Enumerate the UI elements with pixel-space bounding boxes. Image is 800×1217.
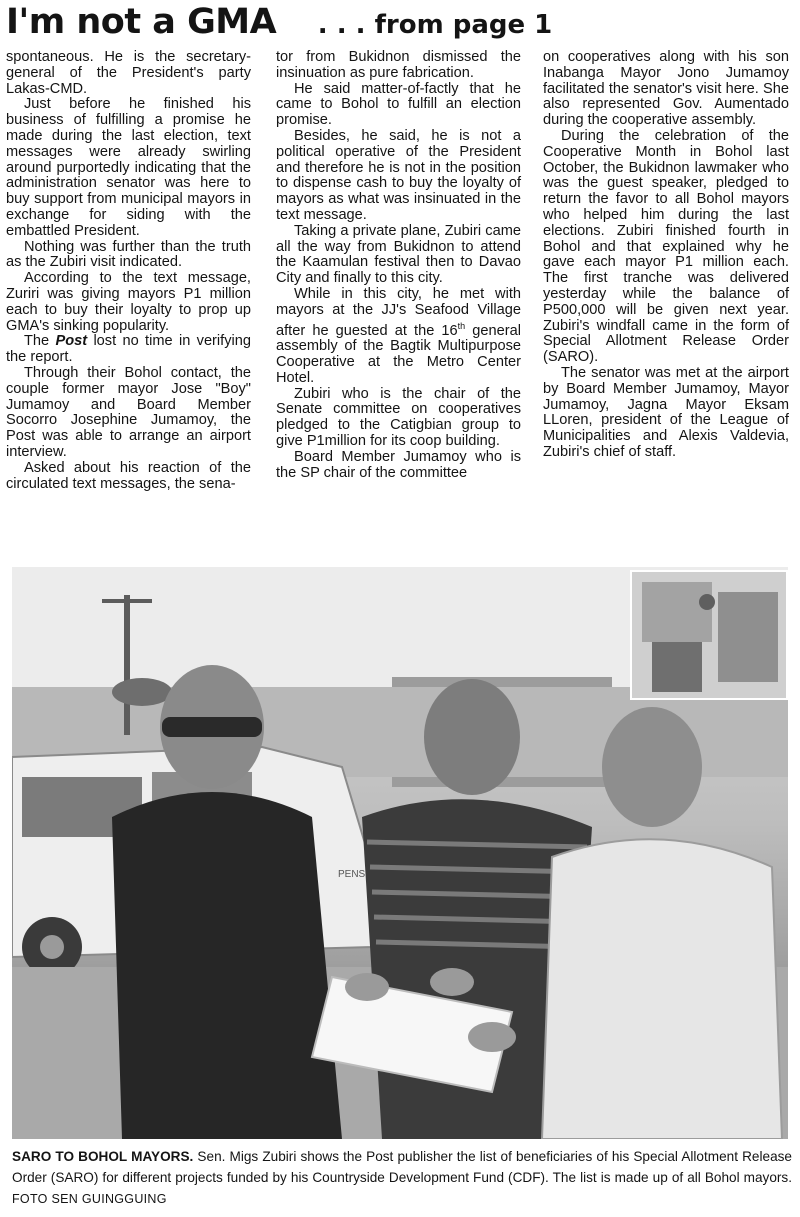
paragraph: Board Member Jumamoy who is the SP chair of the committee <box>276 448 521 481</box>
paragraph: Nothing was further than the truth as the Zubiri visit indicated. <box>6 238 251 271</box>
paragraph-post-emphasis <box>6 334 251 366</box>
inset-photo <box>630 570 788 700</box>
ordinal-suffix: th <box>457 320 466 331</box>
inset-illustration <box>632 572 786 698</box>
paragraph: Just before he finished his business of fulfilling a promise he made during the last election, text messages were already swirling around purportedly indicating that the administration senator was here to buy support from municipal mayors in exchange for siding with the embattled President. <box>6 96 251 239</box>
caption-kicker: SARO TO BOHOL MAYORS. <box>12 1149 194 1164</box>
paragraph: Besides, he said, he is not a political operative of the President and therefore he is not in the position to dispense cash to buy the loyalty of mayors as what was insinuated in the text message. <box>276 127 521 223</box>
paragraph: Zubiri who is the chair of the Senate committee on cooperatives pledged to the Catigbian group to give P1million for its coop building. <box>276 385 521 449</box>
paragraph: spontaneous. He is the secretary-general of the President's party Lakas-CMD. <box>6 49 251 97</box>
paragraph-text: The Post lost no time in verifying the report. <box>6 333 251 366</box>
van-lettering: PENS <box>338 869 366 880</box>
article-column-2 <box>276 50 521 481</box>
paragraph: The senator was met at the airport by Board Member Jumamoy, Mayor Jumamoy, Jagna Mayor Eksam LLoren, president of the League of Municipalities and Alexis Valdevia, Zubiri's chief of staff. <box>543 364 789 460</box>
paragraph: tor from Bukidnon dismissed the insinuation as pure fabrication. <box>276 49 521 81</box>
paragraph: Through their Bohol contact, the couple former mayor Jose "Boy" Jumamoy and Board Member Socorro Josephine Jumamoy, the Post was able to arrange an airport interview. <box>6 364 251 460</box>
headline-title: I'm not a GMA <box>6 2 277 42</box>
headline <box>6 0 796 44</box>
paragraph: He said matter-of-factly that he came to Bohol to fulfill an election promise. <box>276 80 521 129</box>
photo-caption <box>12 1146 792 1210</box>
paragraph: During the celebration of the Cooperative Month in Bohol last October, the Bukidnon lawmaker who was the guest speaker, pledged to return the favor to all Bohol mayors who helped him during the last elections. Zubiri finished fourth in Bohol and that explained why he gave each mayor P1 million each. The first tranche was delivered yesterday while the balance of P500,000 will be given next year. Zubiri's windfall came in the form of Special Allotment Release Order (SARO). <box>543 127 789 366</box>
article-column-3 <box>543 50 789 461</box>
newspaper-name: Post <box>55 333 88 350</box>
paragraph: While in this city, he met with mayors at the JJ's Seafood Village after he guested at the 16th general assembly of the Bagtik Multipurpose Cooperative at the Metro Center Hotel. <box>276 285 521 386</box>
paragraph: on cooperatives along with his son Inabanga Mayor Jono Jumamoy facilitated the senator's visit here. She also represented Gov. Aumentado during the cooperative assembly. <box>543 49 789 129</box>
caption-text: Sen. Migs Zubiri shows the Post publisher the list of beneficiaries of his Special Allotment Release Order (SARO) for different projects funded by his Countryside Development Fund (CDF). The list is made up of all Bohol mayors. <box>12 1149 792 1185</box>
headline-continuation: . . . from page 1 <box>317 10 553 40</box>
photo-credit: FOTO SEN GUINGGUING <box>12 1192 167 1206</box>
paragraph: According to the text message, Zuriri was giving mayors P1 million each to buy their loyalty to prop up GMA's sinking popularity. <box>6 270 251 334</box>
paragraph: Asked about his reaction of the circulated text messages, the sena- <box>6 459 251 492</box>
paragraph: Taking a private plane, Zubiri came all the way from Bukidnon to attend the Kaamulan festival then to Davao City and finally to this city. <box>276 222 521 287</box>
article-column-1 <box>6 50 251 492</box>
